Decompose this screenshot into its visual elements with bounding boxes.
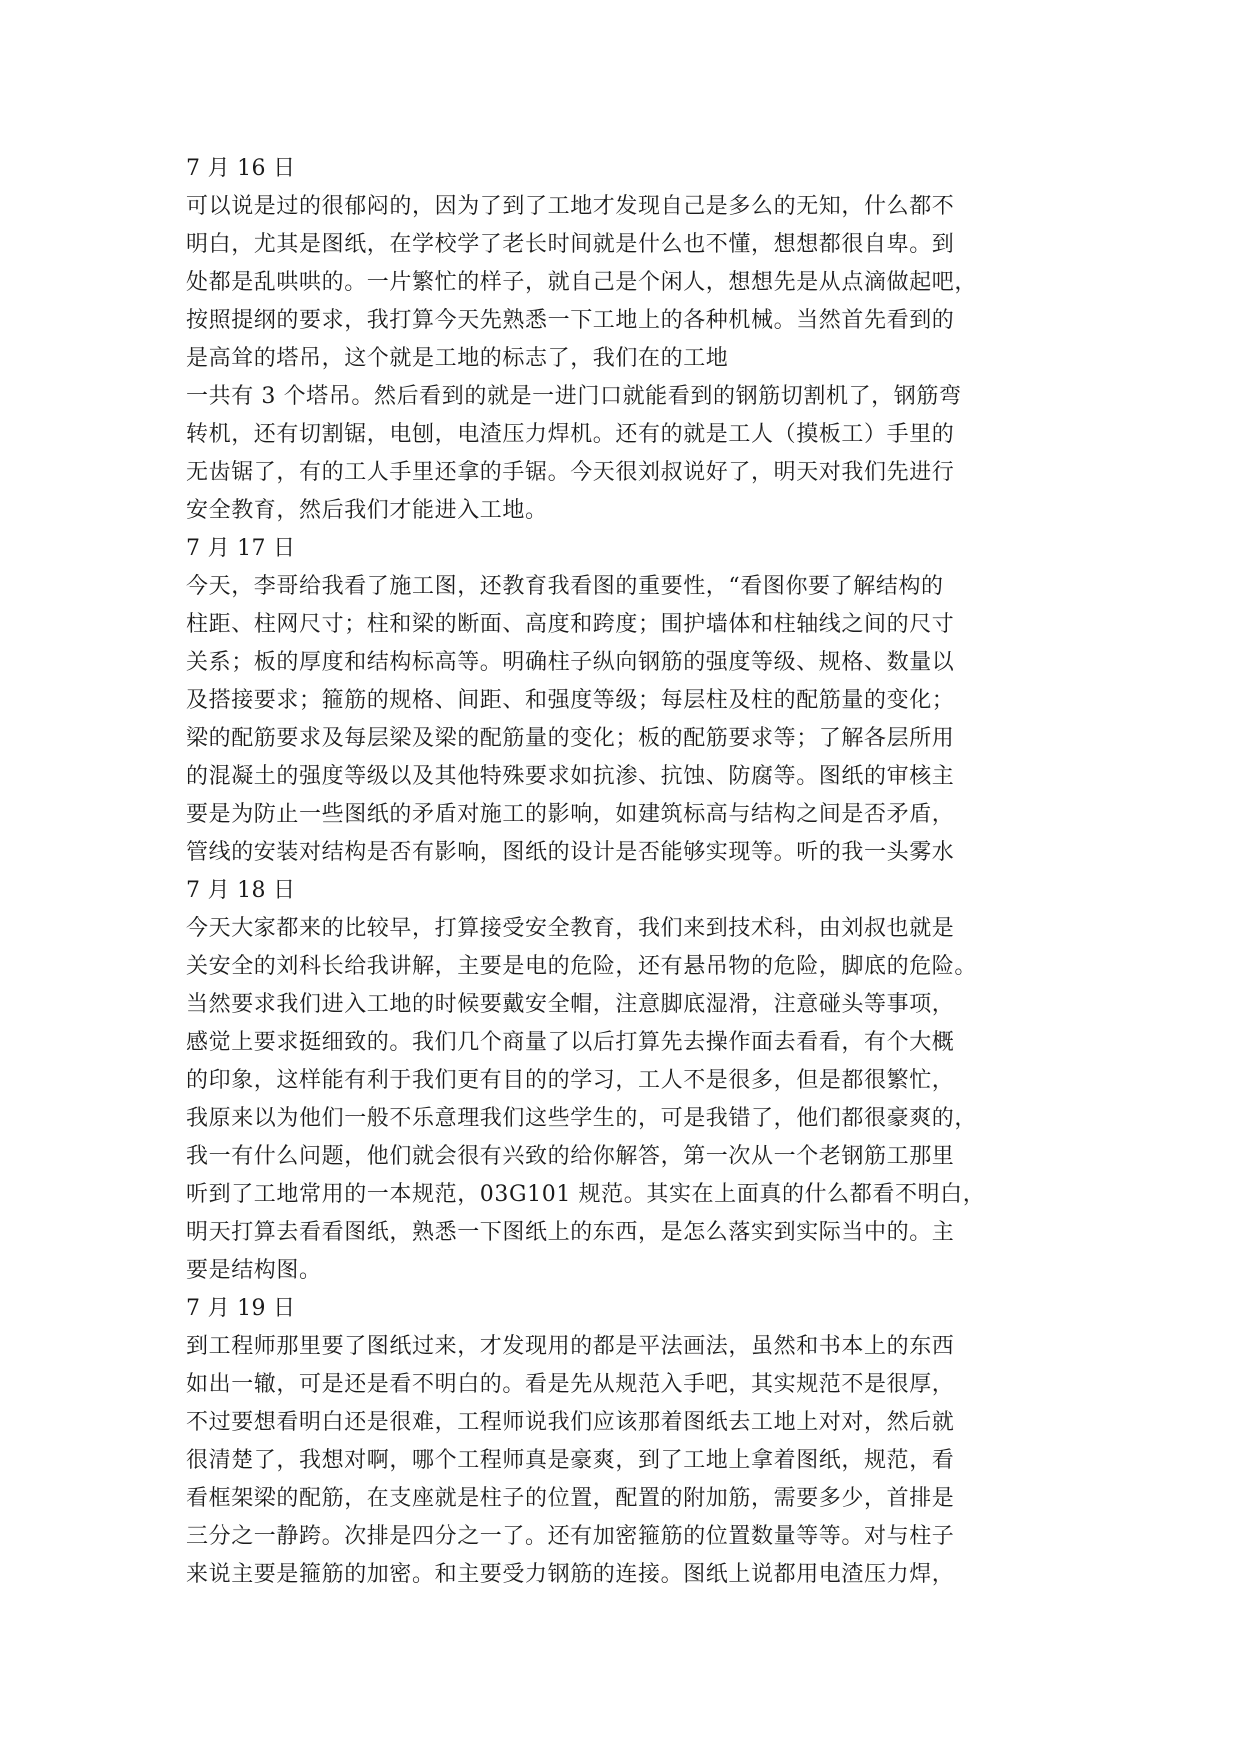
paragraph-line: 不过要想看明白还是很难，工程师说我们应该那着图纸去工地上对对，然后就 (186, 1410, 955, 1435)
entry-date: 7 月 18 日 (186, 878, 296, 903)
paragraph-line: 安全教育，然后我们才能进入工地。 (186, 498, 548, 523)
paragraph-line: 处都是乱哄哄的。一片繁忙的样子，就自己是个闲人，想想先是从点滴做起吧， (186, 270, 978, 295)
entry-date: 7 月 19 日 (186, 1296, 296, 1321)
paragraph-line: 是高耸的塔吊，这个就是工地的标志了，我们在的工地 (186, 346, 729, 371)
paragraph-line: 按照提纲的要求，我打算今天先熟悉一下工地上的各种机械。当然首先看到的 (186, 308, 955, 333)
paragraph-line: 柱距、柱网尺寸；柱和梁的断面、高度和跨度；围护墙体和柱轴线之间的尺寸 (186, 612, 955, 637)
paragraph-line: 我一有什么问题，他们就会很有兴致的给你解答，第一次从一个老钢筋工那里 (186, 1144, 955, 1169)
paragraph-line: 来说主要是箍筋的加密。和主要受力钢筋的连接。图纸上说都用电渣压力焊， (186, 1562, 955, 1587)
paragraph-line: 关安全的刘科长给我讲解，主要是电的危险，还有悬吊物的危险，脚底的危险。 (186, 954, 978, 979)
paragraph-line: 无齿锯了，有的工人手里还拿的手锯。今天很刘叔说好了，明天对我们先进行 (186, 460, 955, 485)
paragraph-line: 听到了工地常用的一本规范，03G101 规范。其实在上面真的什么都看不明白， (186, 1182, 986, 1207)
entry-date: 7 月 16 日 (186, 156, 296, 181)
paragraph-line: 感觉上要求挺细致的。我们几个商量了以后打算先去操作面去看看，有个大概 (186, 1030, 955, 1055)
paragraph-line: 今天，李哥给我看了施工图，还教育我看图的重要性，“看图你要了解结构的 (186, 574, 944, 599)
paragraph-line: 一共有 3 个塔吊。然后看到的就是一进门口就能看到的钢筋切割机了，钢筋弯 (186, 384, 962, 409)
paragraph-line: 明天打算去看看图纸，熟悉一下图纸上的东西，是怎么落实到实际当中的。主 (186, 1220, 955, 1245)
paragraph-line: 要是结构图。 (186, 1258, 322, 1283)
paragraph-line: 很清楚了，我想对啊，哪个工程师真是豪爽，到了工地上拿着图纸，规范，看 (186, 1448, 955, 1473)
paragraph-line: 要是为防止一些图纸的矛盾对施工的影响，如建筑标高与结构之间是否矛盾， (186, 802, 955, 827)
paragraph-line: 当然要求我们进入工地的时候要戴安全帽，注意脚底湿滑，注意碰头等事项， (186, 992, 955, 1017)
paragraph-line: 的混凝土的强度等级以及其他特殊要求如抗渗、抗蚀、防腐等。图纸的审核主 (186, 764, 955, 789)
paragraph-line: 三分之一静跨。次排是四分之一了。还有加密箍筋的位置数量等等。对与柱子 (186, 1524, 955, 1549)
diary-body (186, 150, 1086, 1594)
paragraph-line: 梁的配筋要求及每层梁及梁的配筋量的变化；板的配筋要求等；了解各层所用 (186, 726, 955, 751)
paragraph-line: 看框架梁的配筋，在支座就是柱子的位置，配置的附加筋，需要多少，首排是 (186, 1486, 955, 1511)
paragraph-line: 管线的安装对结构是否有影响，图纸的设计是否能够实现等。听的我一头雾水 (186, 840, 955, 865)
paragraph-line: 我原来以为他们一般不乐意理我们这些学生的，可是我错了，他们都很豪爽的， (186, 1106, 978, 1131)
paragraph-line: 关系；板的厚度和结构标高等。明确柱子纵向钢筋的强度等级、规格、数量以 (186, 650, 955, 675)
paragraph-line: 可以说是过的很郁闷的，因为了到了工地才发现自己是多么的无知，什么都不 (186, 194, 955, 219)
paragraph-line: 明白，尤其是图纸，在学校学了老长时间就是什么也不懂，想想都很自卑。到 (186, 232, 955, 257)
paragraph-line: 今天大家都来的比较早，打算接受安全教育，我们来到技术科，由刘叔也就是 (186, 916, 955, 941)
entry-date: 7 月 17 日 (186, 536, 296, 561)
paragraph-line: 转机，还有切割锯，电刨，电渣压力焊机。还有的就是工人（摸板工）手里的 (186, 422, 955, 447)
paragraph-line: 到工程师那里要了图纸过来，才发现用的都是平法画法，虽然和书本上的东西 (186, 1334, 955, 1359)
paragraph-line: 的印象，这样能有利于我们更有目的的学习，工人不是很多，但是都很繁忙， (186, 1068, 955, 1093)
paragraph-line: 及搭接要求；箍筋的规格、间距、和强度等级；每层柱及柱的配筋量的变化； (186, 688, 955, 713)
paragraph-line: 如出一辙，可是还是看不明白的。看是先从规范入手吧，其实规范不是很厚， (186, 1372, 955, 1397)
